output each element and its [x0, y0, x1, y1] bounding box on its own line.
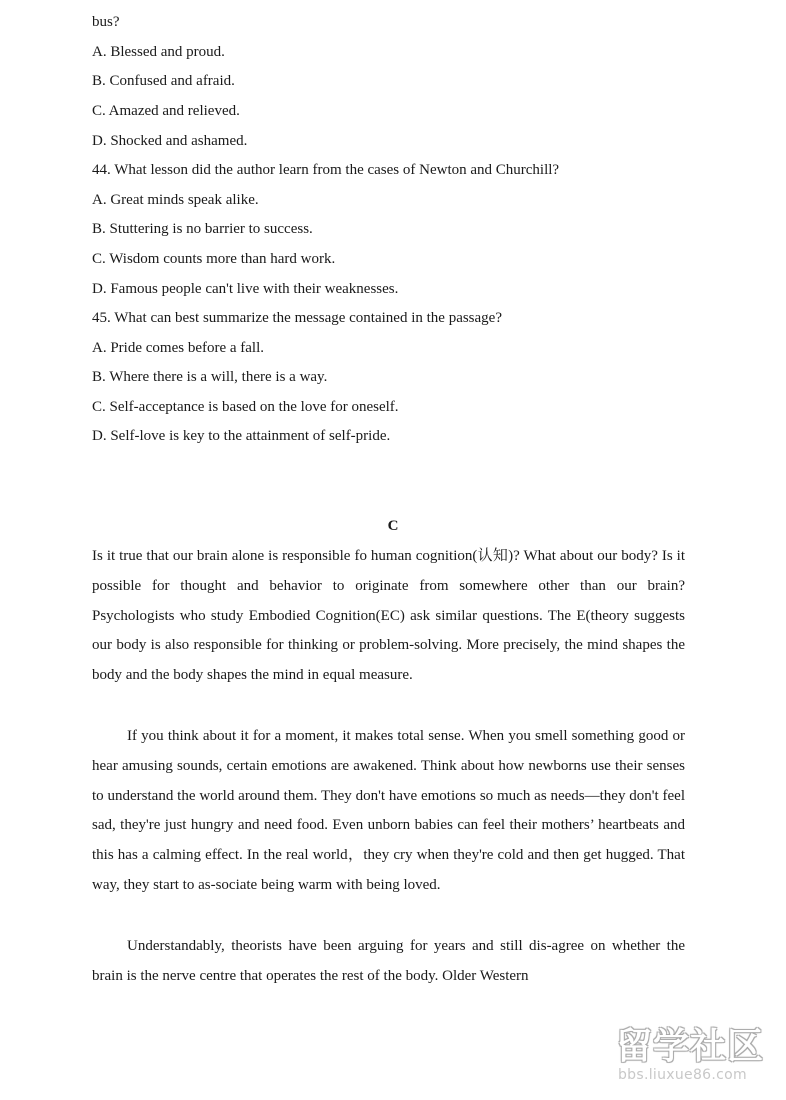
q45-stem: 45. What can best summarize the message contained in the passage? — [92, 310, 502, 326]
q43-tail: bus? — [92, 14, 120, 30]
watermark-logo — [616, 1027, 776, 1091]
section-c-paragraph-1: Is it true that our brain alone is responsible fo human cognition(认知)? What about our body? Is it possible for thought and behavior to originate from somewhere other than our brain? Psychologists who study Embodied Cognition(EC) ask similar questions. The E(theory suggests our body is also responsible for thinking or problem-solving. More precisely, the mind shapes the body and the body shapes the mind in equal measure. — [92, 548, 685, 684]
q45-option-c: C. Self-acceptance is based on the love for oneself. — [92, 399, 399, 415]
q45-option-b: B. Where there is a will, there is a way. — [92, 369, 328, 385]
q44-stem: 44. What lesson did the author learn from the cases of Newton and Churchill? — [92, 162, 560, 178]
watermark-title: 留学社区 — [616, 1026, 765, 1067]
section-c-paragraph-3: Understandably, theorists have been arguing for years and still dis-agree on whether the brain is the nerve centre that operates the rest of the body. Older Western — [92, 938, 685, 984]
section-c-paragraph-2: If you think about it for a moment, it makes total sense. When you smell something good or hear amusing sounds, certain emotions are awakened. Think about how newborns use their senses to understand the world around them. They don't have emotions so much as needs—they don't feel sad, they're just hungry and need food. Even unborn babies can feel their mothers’ heartbeats and this has a calming effect. In the real world，they cry when they're cold and then get hugged. That way, they start to as-sociate being warm with being loved. — [92, 728, 685, 893]
q43-option-a: A. Blessed and proud. — [92, 44, 225, 60]
q44-option-b: B. Stuttering is no barrier to success. — [92, 221, 313, 237]
section-c-heading: C — [387, 518, 399, 534]
q43-option-d: D. Shocked and ashamed. — [92, 133, 248, 149]
q45-option-a: A. Pride comes before a fall. — [92, 340, 265, 356]
watermark-url: bbs.liuxue86.com — [618, 1067, 747, 1083]
q43-option-c: C. Amazed and relieved. — [92, 103, 240, 119]
q44-option-d: D. Famous people can't live with their weaknesses. — [92, 281, 399, 297]
q44-option-c: C. Wisdom counts more than hard work. — [92, 251, 336, 267]
q44-option-a: A. Great minds speak alike. — [92, 192, 259, 208]
q43-option-b: B. Confused and afraid. — [92, 73, 235, 89]
q45-option-d: D. Self-love is key to the attainment of self-pride. — [92, 428, 391, 444]
